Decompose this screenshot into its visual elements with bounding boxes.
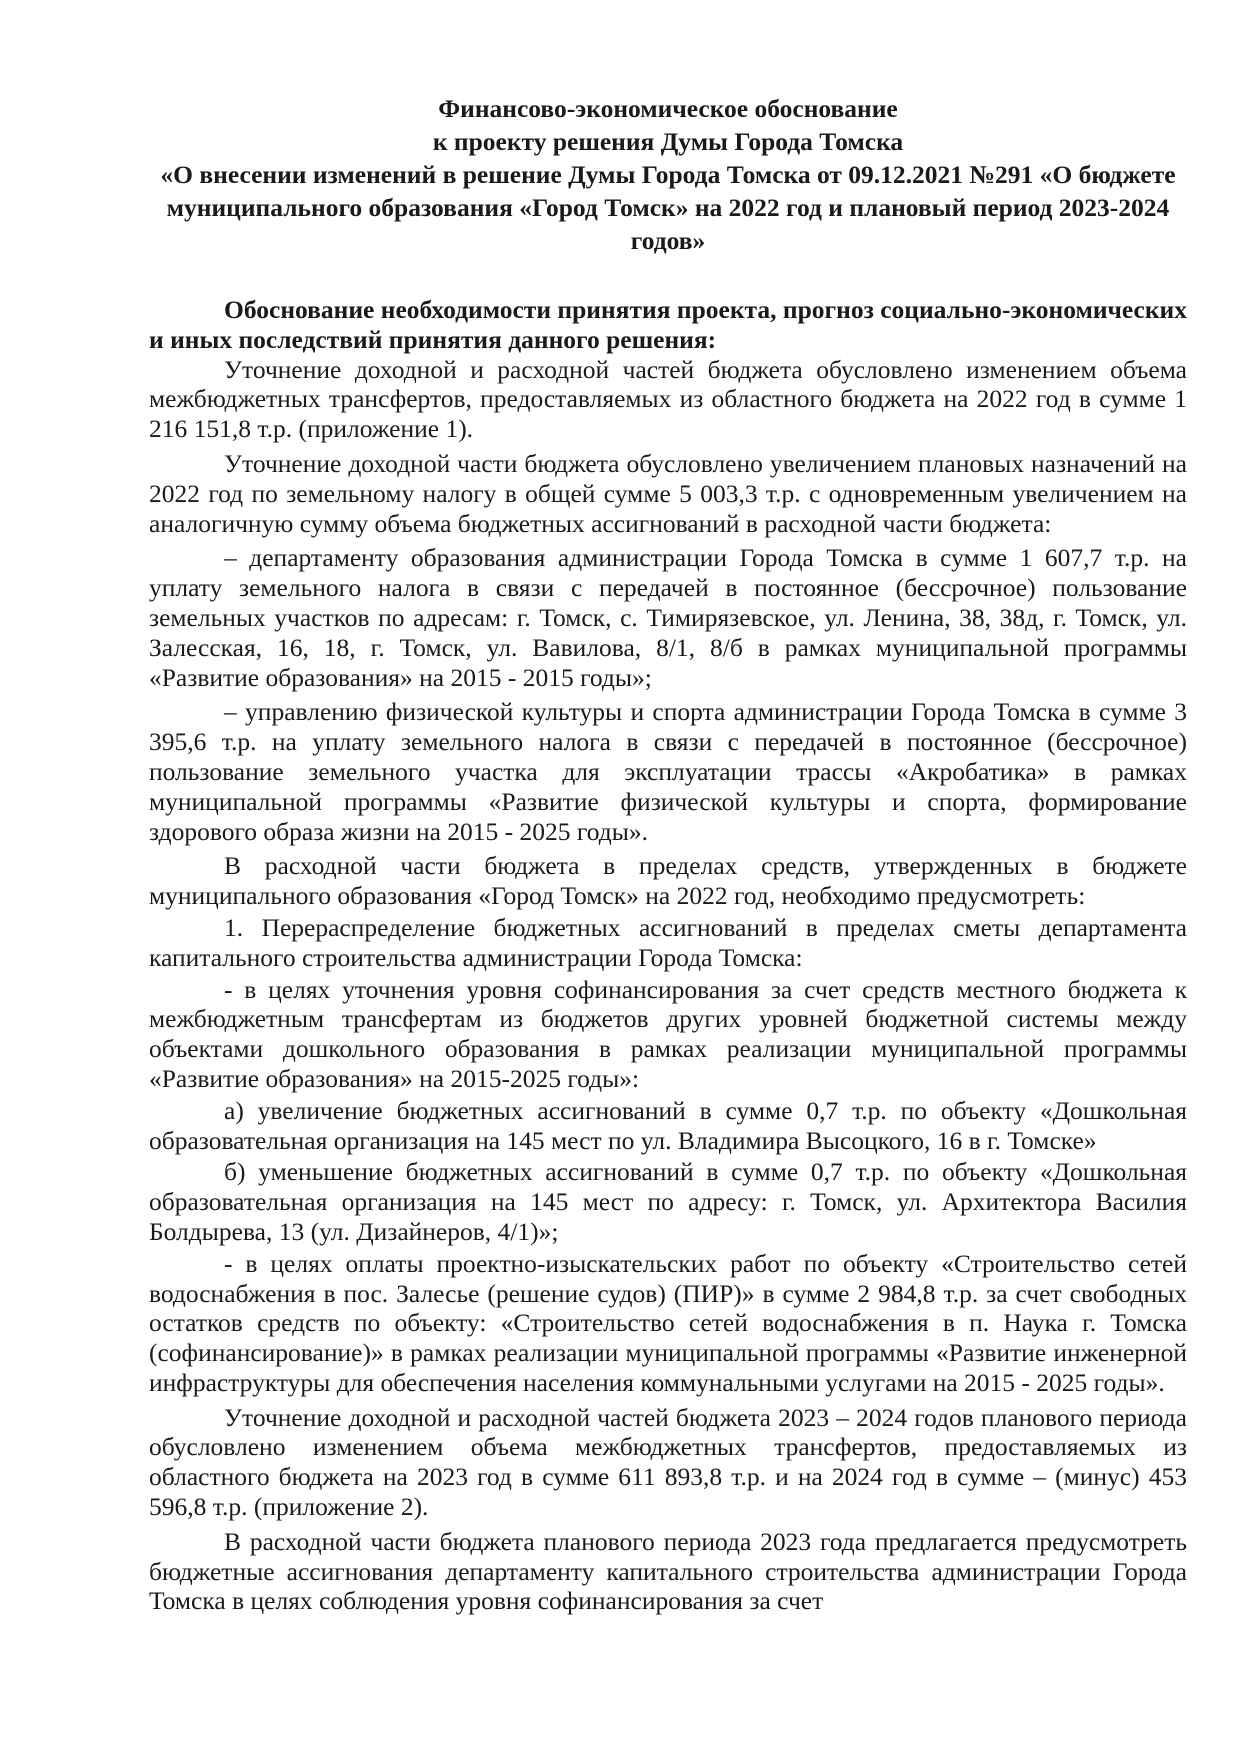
paragraph-transfers-2023-2024: Уточнение доходной и расходной частей бюджета 2023 – 2024 годов планового периода обусловлено изменением объема межбюджетных трансфертов, предоставляемых из областного бюджета на 2023 год в сумме 611 893,8 т.р. и на 2024 год в сумме – (минус) 453 596,8 т.р. (приложение 2). xyxy=(149,1402,1187,1522)
title-line-1: Финансово-экономическое обоснование xyxy=(438,94,898,123)
title-line-2: к проекту решения Думы Города Томска xyxy=(432,127,904,156)
paragraph-land-tax: Уточнение доходной части бюджета обусловлено увеличением плановых назначений на 2022 год по земельному налогу в общей сумме 5 003,3 т.р. с одновременным увеличением на аналогичную сумму объема бюджетных ассигнований в расходной части бюджета: xyxy=(149,448,1187,538)
section-heading: Обоснование необходимости принятия проекта, прогноз социально-экономических и иных последствий принятия данного решения: xyxy=(149,295,1187,354)
paragraph-item-b: б) уменьшение бюджетных ассигнований в сумме 0,7 т.р. по объекту «Дошкольная образовательная организация на 145 мест по адресу: г. Томск, ул. Архитектора Василия Болдырева, 13 (ул. Дизайнеров, 4/1)»; xyxy=(149,1157,1187,1246)
paragraph-expenditure-intro: В расходной части бюджета в пределах средств, утвержденных в бюджете муниципального образования «Город Томск» на 2022 год, необходимо предусмотреть: xyxy=(149,851,1187,911)
paragraph-planning-2023: В расходной части бюджета планового периода 2023 года предлагается предусмотреть бюджетные ассигнования департаменту капитального строительства администрации Города Томска в целях соблюдения уровня софинансирования за счет xyxy=(149,1526,1187,1616)
paragraph-item-1: 1. Перераспределение бюджетных ассигнований в пределах сметы департамента капитального строительства администрации Города Томска: xyxy=(149,912,1187,972)
paragraph-education-department: – департаменту образования администрации Города Томска в сумме 1 607,7 т.р. на уплату земельного налога в связи с передачей в постоянное (бессрочное) пользование земельных участков по адресам: г. Томск, с. Тимирязевское, ул. Ленина, 38, 38д, г. Томск, ул. Залесская, 16, 18, г. Томск, ул. Вавилова, 8/1, 8/б в рамках муниципальной программы «Развитие образования» на 2015 - 2015 годы»; xyxy=(149,543,1187,692)
title-line-3: «О внесении изменений в решение Думы Города Томска от 09.12.2021 №291 «О бюджете муниципального образования «Город Томск» на 2022 год и плановый период 2023-2024 годов» xyxy=(160,160,1176,255)
paragraph-cofinancing: - в целях уточнения уровня софинансирования за счет средств местного бюджета к межбюджетным трансфертам из бюджетов других уровней бюджетной системы между объектами дошкольного образования в рамках реализации муниципальной программы «Развитие образования» на 2015-2025 годы»: xyxy=(149,974,1187,1093)
document-page xyxy=(149,92,1187,1621)
paragraph-item-a: а) увеличение бюджетных ассигнований в сумме 0,7 т.р. по объекту «Дошкольная образовательная организация на 145 мест по ул. Владимира Высоцкого, 16 в г. Томске» xyxy=(149,1095,1187,1155)
document-title xyxy=(149,92,1187,257)
spacer xyxy=(149,257,1187,295)
paragraph-water-supply: - в целях оплаты проектно-изыскательских работ по объекту «Строительство сетей водоснабжения в пос. Залесье (решение судов) (ПИР)» в сумме 2 984,8 т.р. за счет свободных остатков средств по объекту: «Строительство сетей водоснабжения в п. Наука г. Томска (софинансирование)» в рамках реализации муниципальной программы «Развитие инженерной инфраструктуры для обеспечения населения коммунальными услугами на 2015 - 2025 годы». xyxy=(149,1248,1187,1397)
paragraph-sports-department: – управлению физической культуры и спорта администрации Города Томска в сумме 3 395,6 т.р. на уплату земельного налога в связи с передачей в постоянное (бессрочное) пользование земельного участка для эксплуатации трассы «Акробатика» в рамках муниципальной программы «Развитие физической культуры и спорта, формирование здорового образа жизни на 2015 - 2025 годы». xyxy=(149,697,1187,846)
paragraph-intergovernmental-transfers-2022: Уточнение доходной и расходной частей бюджета обусловлено изменением объема межбюджетных трансфертов, предоставляемых из областного бюджета на 2022 год в сумме 1 216 151,8 т.р. (приложение 1). xyxy=(149,354,1187,444)
